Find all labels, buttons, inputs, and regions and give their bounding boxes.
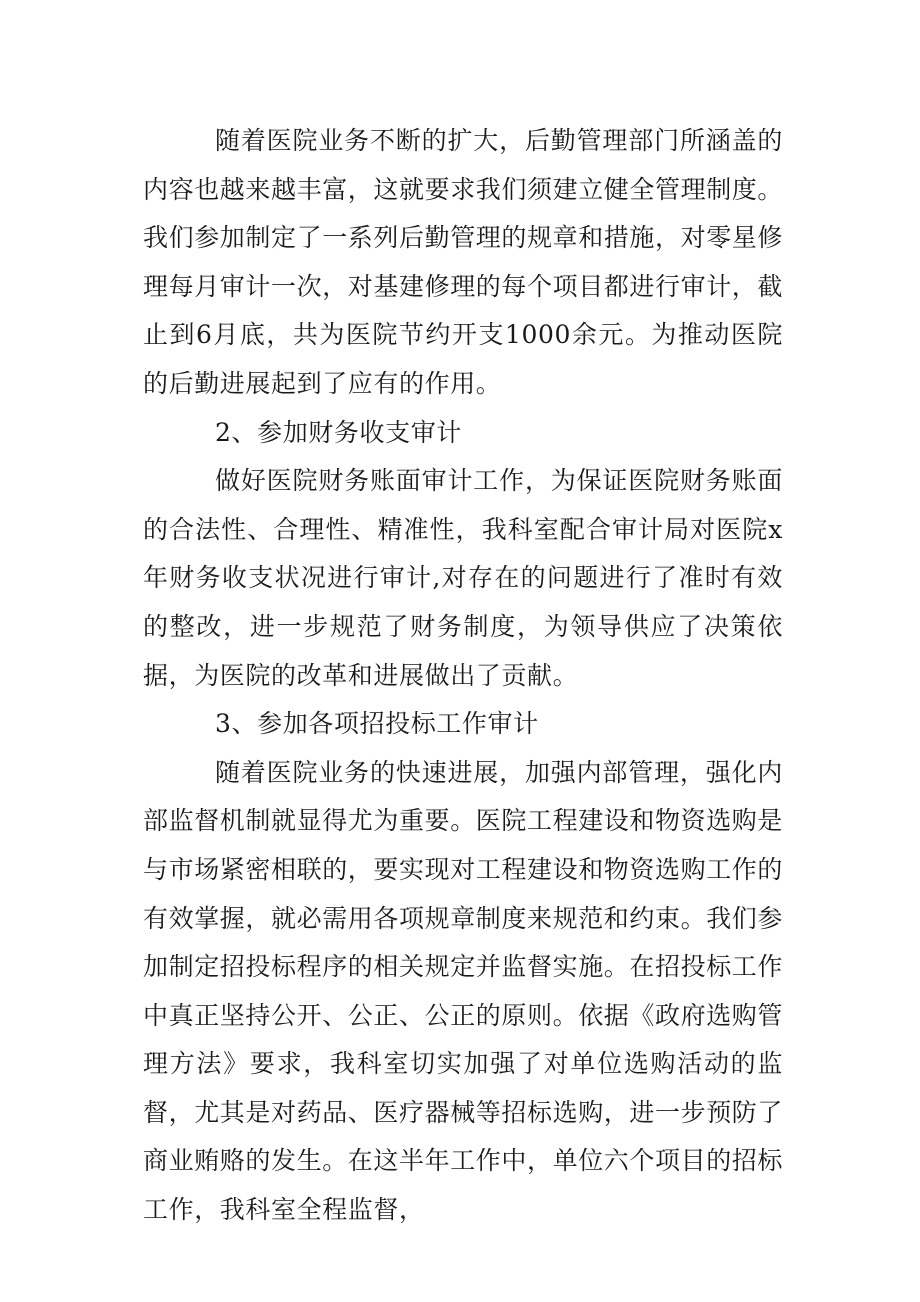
paragraph-bidding-audit: 随着医院业务的快速进展，加强内部管理，强化内部监督机制就显得尤为重要。医院工程建设和物资选购是与市场紧密相联的，要实现对工程建设和物资选购工作的有效掌握，就必需用各项规章制度来规范和约束。我们参加制定招投标程序的相关规定并监督实施。在招投标工作中真正坚持公开、公正、公正的原则。依据《政府选购管理方法》要求，我科室切实加强了对单位选购活动的监督，尤其是对药品、医疗器械等招标选购，进一步预防了商业贿赂的发生。在这半年工作中，单位六个项目的招标工作，我科室全程监督，: [143, 757, 784, 1225]
paragraph-logistics-audit: 随着医院业务不断的扩大，后勤管理部门所涵盖的内容也越来越丰富，这就要求我们须建立健全管理制度。我们参加制定了一系列后勤管理的规章和措施，对零星修理每月审计一次，对基建修理的每个项目都进行审计，截止到6月底，共为医院节约开支1000余元。为推动医院的后勤进展起到了应有的作用。: [143, 126, 784, 398]
paragraph-financial-audit: 做好医院财务账面审计工作，为保证医院财务账面的合法性、合理性、精准性，我科室配合审计局对医院x年财务收支状况进行审计,对存在的问题进行了准时有效的整改，进一步规范了财务制度，为领导供应了决策依据，为医院的改革和进展做出了贡献。: [143, 466, 783, 690]
section-heading-bidding-audit: 3、参加各项招投标工作审计: [215, 709, 539, 739]
section-heading-financial-audit: 2、参加财务收支审计: [215, 417, 462, 447]
document-body: [143, 117, 783, 1235]
